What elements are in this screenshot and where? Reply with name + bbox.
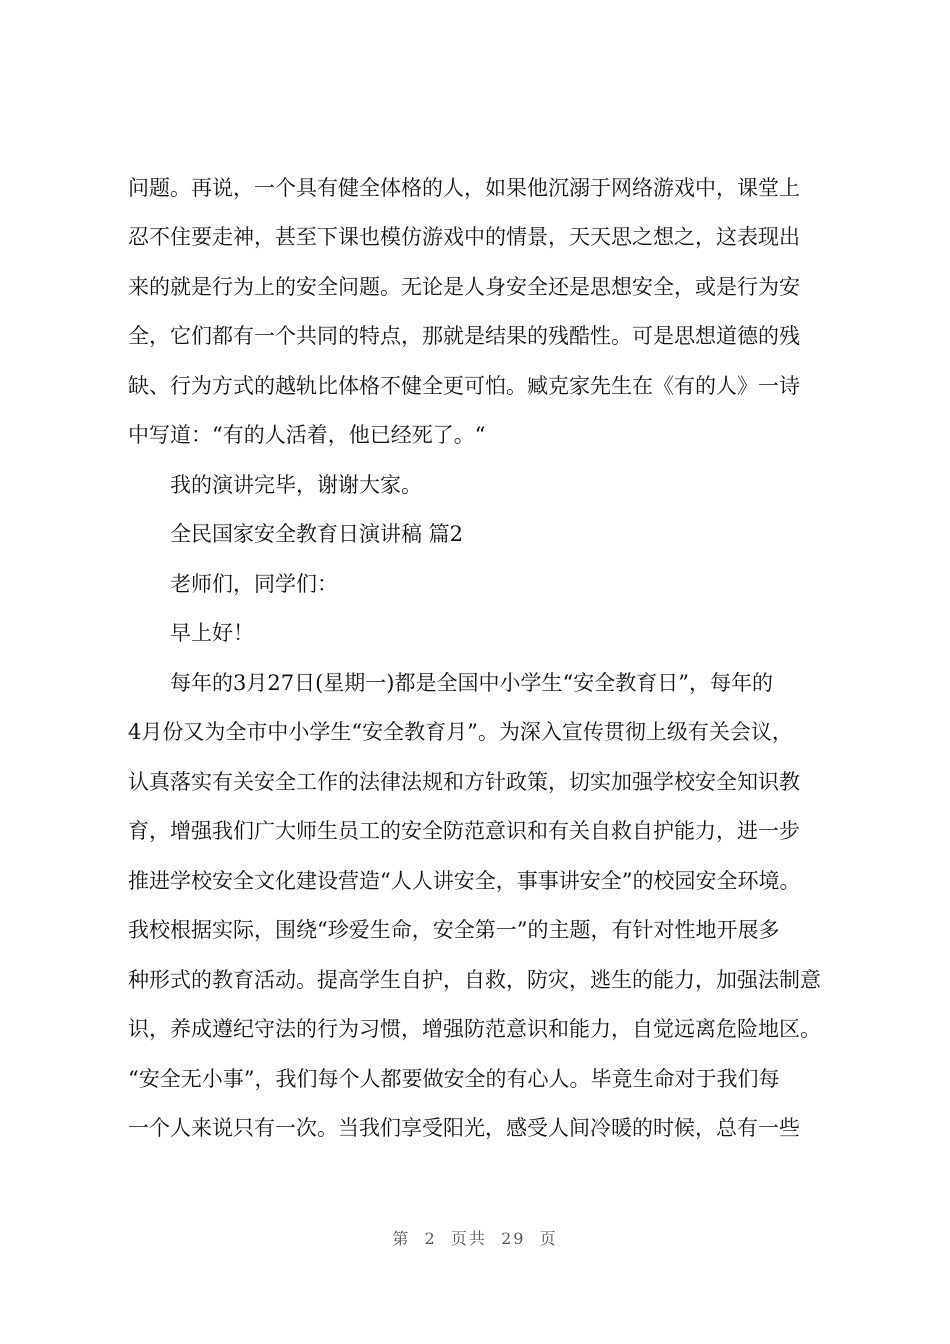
text-line: 问题。再说，一个具有健全体格的人，如果他沉溺于网络游戏中，课堂上 [128,176,800,200]
paragraph-start: 每年的3月27日(星期一)都是全国中小学生“安全教育日”，每年的 [170,671,773,695]
greeting: 早上好！ [170,621,254,645]
text-line: 一个人来说只有一次。当我们享受阳光，感受人间冷暖的时候，总有一些 [128,1116,800,1140]
page-number-footer: 第 2 页共 29 页 [392,1229,558,1248]
text-line: 忍不住要走神，甚至下课也模仿游戏中的情景，天天思之想之，这表现出 [128,225,800,249]
text-line: 种形式的教育活动。提高学生自护，自救，防灾，逃生的能力，加强法制意 [128,968,821,992]
text-line: 来的就是行为上的安全问题。无论是人身安全还是思想安全，或是行为安 [128,275,800,299]
text-line: 推进学校安全文化建设营造“人人讲安全，事事讲安全”的校园安全环境。 [128,869,801,893]
text-line: 认真落实有关安全工作的法律法规和方针政策，切实加强学校安全知识教 [128,770,800,794]
text-line: 识，养成遵纪守法的行为习惯，增强防范意识和能力，自觉远离危险地区。 [128,1017,821,1041]
text-line: 全，它们都有一个共同的特点，那就是结果的残酷性。可是思想道德的残 [128,324,800,348]
salutation: 老师们，同学们： [170,572,338,596]
text-line: 中写道：“有的人活着，他已经死了。“ [128,423,486,447]
closing-line: 我的演讲完毕，谢谢大家。 [170,473,422,497]
text-line: “安全无小事”，我们每个人都要做安全的有心人。毕竟生命对于我们每 [128,1067,780,1091]
text-line: 缺、行为方式的越轨比体格不健全更可怕。臧克家先生在《有的人》一诗 [128,374,800,398]
text-line: 我校根据实际，围绕“珍爱生命，安全第一”的主题，有针对性地开展多 [128,918,780,942]
text-line: 4月份又为全市中小学生“安全教育月”。为深入宣传贯彻上级有关会议， [128,720,793,744]
text-line: 育，增强我们广大师生员工的安全防范意识和有关自救自护能力，进一步 [128,819,800,843]
section-heading: 全民国家安全教育日演讲稿 篇2 [170,522,464,546]
